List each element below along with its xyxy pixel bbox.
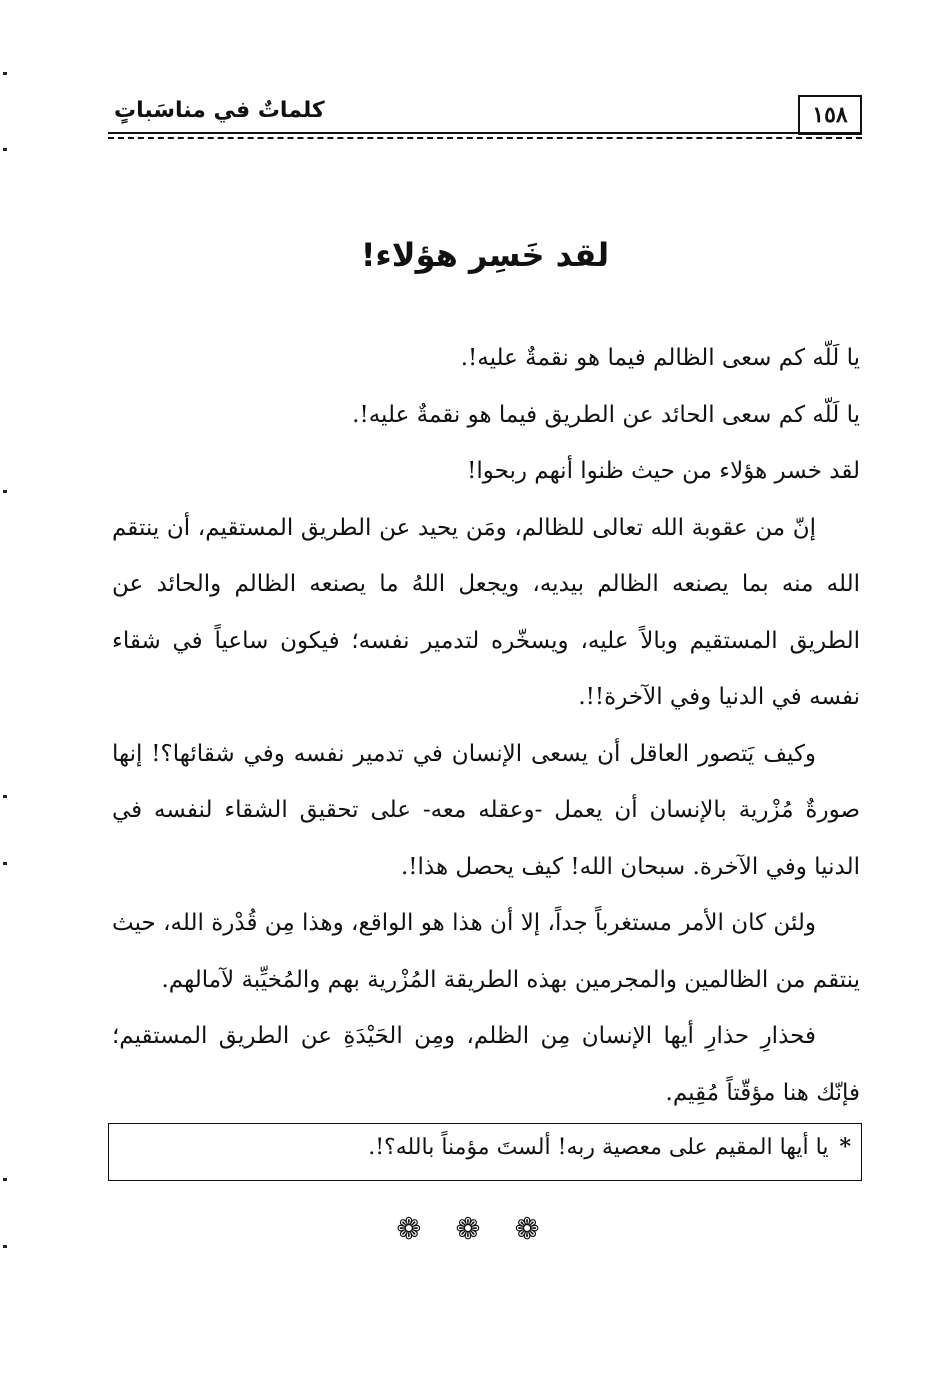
note-box	[108, 1123, 862, 1181]
paragraph: فحذارِ حذارِ أيها الإنسان مِن الظلم، ومِن الحَيْدَةِ عن الطريق المستقيم؛ فإنّك هنا مؤقّتاً مُقِيم.	[112, 1023, 860, 1106]
ornament-divider: ❁❁❁	[396, 1212, 574, 1247]
body-text	[112, 330, 860, 1121]
page-number: ١٥٨	[798, 95, 862, 135]
running-title: كلماتٌ في مناسَباتٍ	[114, 98, 325, 123]
scan-mark	[3, 1245, 7, 1248]
scan-mark	[3, 1178, 7, 1181]
paragraph: إنّ من عقوبة الله تعالى للظالم، ومَن يحيد عن الطريق المستقيم، أن ينتقم الله منه بما يصنعه الظالم بيديه، ويجعل اللهُ ما يصنعه الظالم والحائد عن الطريق المستقيم وبالاً عليه، ويسخّره لتدمير نفسه؛ فيكون ساعياً في شقاء نفسه في الدنيا وفي الآخرة!!.	[112, 514, 860, 710]
paragraph: ولئن كان الأمر مستغرباً جداً، إلا أن هذا هو الواقع، وهذا مِن قُدْرة الله، حيث ينتقم من الظالمين والمجرمين بهذه الطريقة المُزْرية بهم والمُخيِّبة لآمالهم.	[112, 910, 860, 993]
paragraph: يا لَلّه كم سعى الظالم فيما هو نقمةٌ عليه!.	[460, 345, 860, 371]
scan-mark	[3, 862, 7, 865]
header-rule	[108, 132, 862, 134]
scan-mark	[3, 148, 7, 151]
scan-mark	[3, 72, 7, 75]
scan-mark	[3, 795, 7, 798]
scan-mark	[3, 490, 7, 493]
paragraph: وكيف يَتصور العاقل أن يسعى الإنسان في تدمير نفسه وفي شقائها؟! إنها صورةٌ مُزْرية بالإنسان أن يعمل -وعقله معه- على تحقيق الشقاء لنفسه في الدنيا وفي الآخرة. سبحان الله! كيف يحصل هذا!.	[112, 740, 860, 880]
paragraph: لقد خسر هؤلاء من حيث ظنوا أنهم ربحوا!	[467, 458, 860, 484]
note-text: يا أيها المقيم على معصية ربه! ألستَ مؤمناً بالله؟!.	[368, 1135, 829, 1160]
header-rule-dashed	[108, 137, 862, 139]
page-header	[108, 90, 862, 140]
chapter-title: لقد خَسِر هؤلاء!	[360, 236, 610, 274]
note-star: *	[839, 1134, 851, 1160]
paragraph: يا لَلّه كم سعى الحائد عن الطريق فيما هو نقمةٌ عليه!.	[352, 401, 860, 428]
